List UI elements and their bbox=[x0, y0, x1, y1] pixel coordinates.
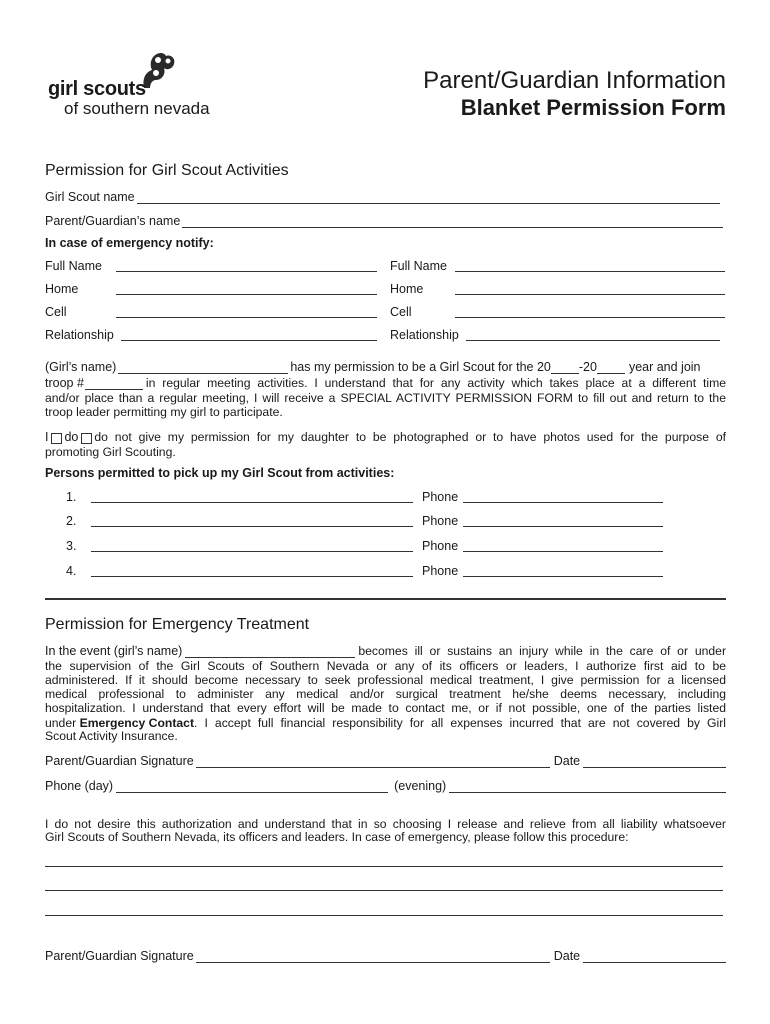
relationship-field-right[interactable] bbox=[466, 328, 720, 341]
pickup-number-1: 1. bbox=[66, 490, 77, 504]
home-label-right: Home bbox=[390, 282, 424, 296]
full-name-label-left: Full Name bbox=[45, 259, 102, 273]
treatment-text-4: hospitalization. I understand that every effort will be made to contact me, or if not possible, one of the parties listed bbox=[45, 701, 726, 715]
dash-20-text: -20 bbox=[578, 360, 597, 374]
event-girls-name-label: In the event (girl’s name) bbox=[45, 644, 183, 658]
pickup-phone-label-1: Phone bbox=[422, 490, 459, 504]
photo-permission-line1 bbox=[45, 428, 726, 444]
full-name-label-right: Full Name bbox=[390, 259, 447, 273]
pickup-name-field-3[interactable] bbox=[91, 539, 413, 552]
treatment-text-3: medical professional to administer any medical and/or surgical treatment he/she deems necessary, including bbox=[45, 687, 726, 701]
treatment-text-5: . I accept full financial responsibility for all expenses incurred that are not covered by Girl bbox=[194, 716, 726, 730]
girl-scout-name-field[interactable] bbox=[137, 191, 720, 204]
permission-line4 bbox=[45, 403, 283, 419]
signature-field-2[interactable] bbox=[196, 950, 550, 963]
relationship-label-right: Relationship bbox=[390, 328, 459, 342]
home-label-left: Home bbox=[45, 282, 79, 296]
pickup-phone-label-4: Phone bbox=[422, 564, 459, 578]
photo-permission-text: do not give my permission for my daughter to be photographed or to have photos used for the purpose of bbox=[94, 430, 726, 444]
treatment-line5 bbox=[45, 699, 726, 715]
troop-label: troop # bbox=[45, 376, 84, 390]
permission-text-1: in regular meeting activities. I understand that for any activity which takes place at a different time bbox=[145, 376, 726, 390]
pickup-phone-field-3[interactable] bbox=[463, 539, 663, 552]
section1-heading: Permission for Girl Scout Activities bbox=[45, 162, 289, 179]
date-label-1: Date bbox=[553, 754, 581, 768]
permission-line1 bbox=[45, 358, 726, 374]
photo-do-not-checkbox[interactable] bbox=[81, 433, 92, 444]
girls-name-label: (Girl’s name) bbox=[45, 360, 117, 374]
logo-line1: girl scouts bbox=[48, 78, 146, 100]
permission-text-3: troop leader permitting my girl to participate. bbox=[45, 405, 283, 419]
has-permission-text: has my permission to be a Girl Scout for the 20 bbox=[290, 360, 551, 374]
pickup-name-field-2[interactable] bbox=[91, 514, 413, 527]
parent-name-field[interactable] bbox=[182, 215, 723, 228]
cell-label-left: Cell bbox=[45, 305, 67, 319]
photo-do-checkbox[interactable] bbox=[51, 433, 62, 444]
relationship-field-left[interactable] bbox=[121, 328, 377, 341]
signature-label-1: Parent/Guardian Signature bbox=[45, 754, 194, 768]
year-start-field[interactable] bbox=[551, 361, 579, 374]
pickup-number-2: 2. bbox=[66, 514, 77, 528]
treatment-text-a: becomes ill or sustains an injury while in the care of or under bbox=[358, 644, 726, 658]
pickup-phone-label-3: Phone bbox=[422, 539, 459, 553]
phone-evening-field[interactable] bbox=[449, 780, 726, 793]
home-field-left[interactable] bbox=[116, 282, 377, 295]
procedure-line-1[interactable] bbox=[45, 866, 723, 867]
form-title-line2: Blanket Permission Form bbox=[460, 95, 726, 120]
pickup-phone-label-2: Phone bbox=[422, 514, 459, 528]
date-label-2: Date bbox=[553, 949, 581, 963]
pickup-phone-field-4[interactable] bbox=[463, 564, 663, 577]
girl-scout-name-row bbox=[45, 188, 720, 204]
phone-day-field[interactable] bbox=[116, 780, 388, 793]
phone-row bbox=[45, 777, 726, 793]
year-end-field[interactable] bbox=[597, 361, 625, 374]
signature-row-2 bbox=[45, 947, 726, 963]
form-title-line1: Parent/Guardian Information bbox=[423, 67, 726, 94]
phone-evening-label: (evening) bbox=[394, 779, 447, 793]
girls-name-field[interactable] bbox=[118, 361, 288, 374]
year-join-text: year and join bbox=[628, 360, 701, 374]
decline-text-1: I do not desire this authorization and understand that in so choosing I release and relieve from all liability whatsoever bbox=[45, 817, 726, 831]
treatment-line6 bbox=[45, 714, 726, 730]
home-field-right[interactable] bbox=[455, 282, 725, 295]
section-divider bbox=[45, 598, 726, 600]
signature-row-1 bbox=[45, 752, 726, 768]
permission-text-2: and/or place than a regular meeting, I will receive a SPECIAL ACTIVITY PERMISSION FORM to fill out and return to the bbox=[45, 391, 726, 405]
logo-line2: of southern nevada bbox=[64, 99, 210, 118]
treatment-text-1: the supervision of the Girl Scouts of Southern Nevada or any of its officers or leaders, I authorize first aid to be bbox=[45, 659, 726, 673]
cell-field-left[interactable] bbox=[116, 305, 377, 318]
date-field-1[interactable] bbox=[583, 755, 726, 768]
under-text: under bbox=[45, 716, 77, 730]
pickup-phone-field-2[interactable] bbox=[463, 514, 663, 527]
pickup-phone-field-1[interactable] bbox=[463, 490, 663, 503]
decline-line2: Girl Scouts of Southern Nevada, its officers and leaders. In case of emergency, please follow this procedure: bbox=[45, 830, 629, 844]
full-name-field-left[interactable] bbox=[116, 259, 377, 272]
signature-label-2: Parent/Guardian Signature bbox=[45, 949, 194, 963]
pickup-heading: Persons permitted to pick up my Girl Scout from activities: bbox=[45, 466, 395, 480]
signature-field-1[interactable] bbox=[196, 755, 550, 768]
pickup-number-3: 3. bbox=[66, 539, 77, 553]
cell-field-right[interactable] bbox=[455, 305, 725, 318]
permission-line2 bbox=[45, 374, 726, 390]
parent-name-row bbox=[45, 212, 723, 228]
treatment-text-2: administered. If it should become necessary to seek professional medical treatment, I give permission for a licensed bbox=[45, 673, 726, 687]
photo-do-text: do bbox=[64, 430, 79, 444]
procedure-line-3[interactable] bbox=[45, 915, 723, 916]
pickup-name-field-1[interactable] bbox=[91, 490, 413, 503]
decline-line1 bbox=[45, 815, 726, 831]
pickup-number-4: 4. bbox=[66, 564, 77, 578]
treatment-line7: Scout Activity Insurance. bbox=[45, 729, 178, 743]
phone-day-label: Phone (day) bbox=[45, 779, 114, 793]
parent-name-label: Parent/Guardian’s name bbox=[45, 214, 181, 228]
emergency-heading: In case of emergency notify: bbox=[45, 236, 214, 250]
girl-scout-name-label: Girl Scout name bbox=[45, 190, 135, 204]
photo-i-text: I bbox=[45, 430, 49, 444]
photo-permission-line2: promoting Girl Scouting. bbox=[45, 445, 176, 459]
pickup-name-field-4[interactable] bbox=[91, 564, 413, 577]
cell-label-right: Cell bbox=[390, 305, 412, 319]
full-name-field-right[interactable] bbox=[455, 259, 725, 272]
emergency-contact-text: Emergency Contact bbox=[79, 716, 195, 730]
treatment-line1 bbox=[45, 642, 726, 658]
section2-heading: Permission for Emergency Treatment bbox=[45, 616, 310, 633]
procedure-line-2[interactable] bbox=[45, 890, 723, 891]
date-field-2[interactable] bbox=[583, 950, 726, 963]
relationship-label-left: Relationship bbox=[45, 328, 114, 342]
